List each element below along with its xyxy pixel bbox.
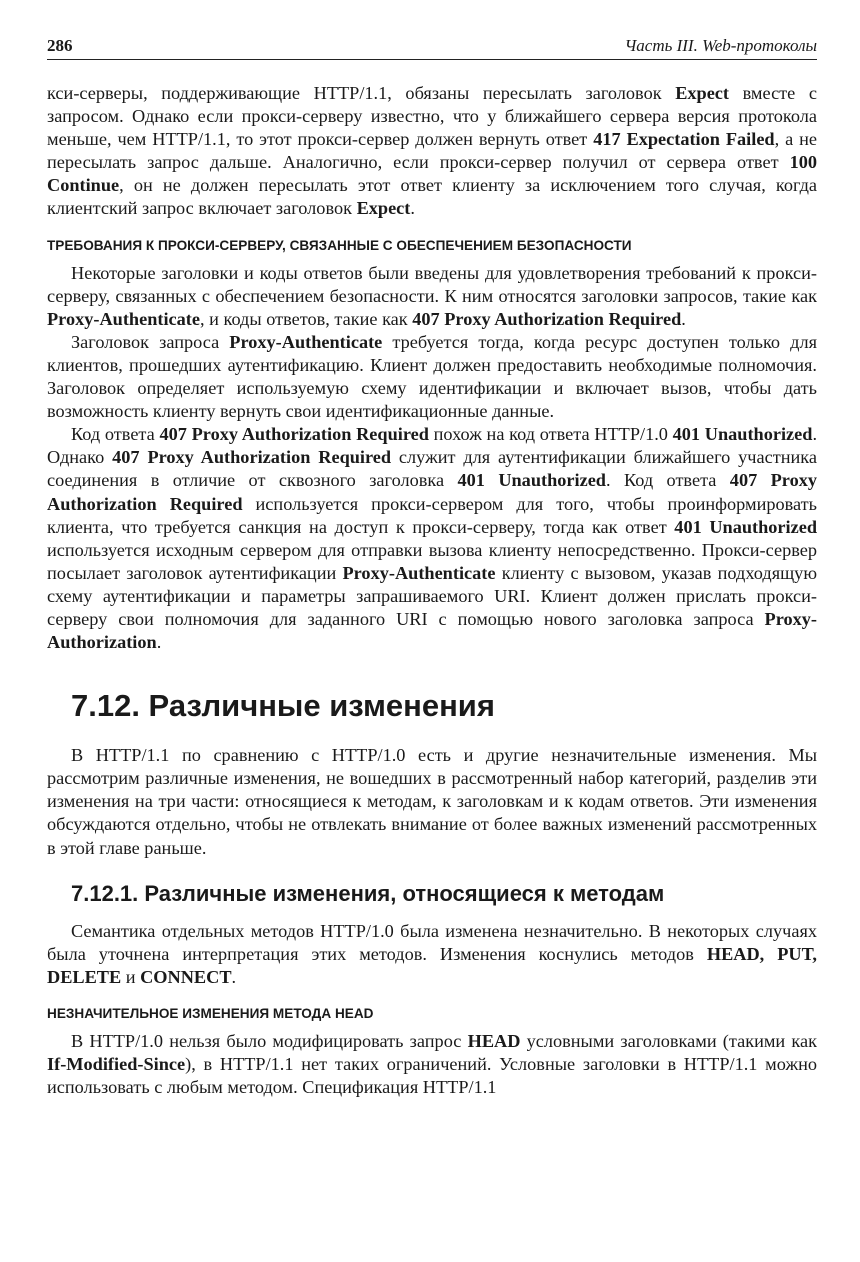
paragraph-expect: кси-серверы, поддерживающие HTTP/1.1, обязаны пересылать заголовок Expect вместе с запросом. Однако если прокси-серверу известно, что у ближайшего сервера версия протокола меньше, чем HTTP/1.1, то этот прокси-сервер должен вернуть ответ 417 Expectation Failed, а не пересылать запрос дальше. Аналогично, если прокси-сервер получил от сервера ответ 100 Continue, он не должен пересылать этот ответ клиенту за исключением того случая, когда клиентский запрос включает заголовок Expect. (47, 83, 818, 219)
paragraph-proxy-authenticate: Заголовок запроса Proxy-Authenticate требуется тогда, когда ресурс доступен только для клиентов, прошедших аутентификацию. Клиент должен предоставить необходимые полномочия. Заголовок определяет используемую схему идентификации и включает вызов, чтобы дать возможность клиенту вернуть свои идентификационные данные. (47, 331, 818, 422)
paragraph-methods: Семантика отдельных методов HTTP/1.0 была изменена незначительно. В некоторых случаях была уточнена интерпретация этих методов. Изменения коснулись методов HEAD, PUT, DELETE и CONNECT. (47, 920, 817, 987)
subheading-head-method: НЕЗНАЧИТЕЛЬНОЕ ИЗМЕНЕНИЯ МЕТОДА HEAD (47, 1005, 374, 1021)
subheading-security: ТРЕБОВАНИЯ К ПРОКСИ-СЕРВЕРУ, СВЯЗАННЫЕ С ОБЕСПЕЧЕНИЕМ БЕЗОПАСНОСТИ (47, 237, 632, 253)
running-header (47, 36, 817, 60)
paragraph-head-method: В HTTP/1.0 нельзя было модифицировать запрос HEAD условными заголовками (такими как If-Modified-Since), в HTTP/1.1 нет таких ограничений. Условные заголовки в HTTP/1.1 можно использовать с любым методом. Спецификация HTTP/1.1 (47, 1030, 817, 1098)
page-number: 286 (47, 36, 73, 55)
paragraph-407: Код ответа 407 Proxy Authorization Required похож на код ответа HTTP/1.0 401 Unauthorized. Однако 407 Proxy Authorization Required служит для аутентификации ближайшего участника соединения в отличие от сквозного заголовка 401 Unauthorized. Код ответа 407 Proxy Authorization Required используется прокси-сервером для того, чтобы проинформировать клиента, что требуется санкция на доступ к прокси-серверу, тогда как ответ 401 Unauthorized используется исходным сервером для отправки вызова клиенту непосредственно. Прокси-сервер посылает заголовок аутентификации Proxy-Authenticate клиенту с вызовом, указав подходящую схему аутентификации и параметры запрашиваемого URI. Клиент должен прислать прокси-серверу свои полномочия для заданного URI с помощью нового заголовка запроса Proxy-Authorization. (47, 424, 818, 653)
section-heading: 7.12. Различные изменения (71, 688, 495, 724)
paragraph-misc-changes: В HTTP/1.1 по сравнению с HTTP/1.0 есть и другие незначительные изменения. Мы рассмотрим различные изменения, не вошедших в рассмотренный набор категорий, разделив эти изменения на три части: относящиеся к методам, к заголовкам и к кодам ответов. Эти изменения обсуждаются отдельно, чтобы не отвлекать внимание от более важных изменений рассмотренных в этой главе раньше. (47, 745, 817, 858)
paragraph-security-intro: Некоторые заголовки и коды ответов были введены для удовлетворения требований к прокси-серверу, связанных с обеспечением безопасности. К ним относятся заголовки запросов, такие как Proxy-Authenticate, и коды ответов, такие как 407 Proxy Authorization Required. (47, 262, 817, 329)
subsection-heading: 7.12.1. Различные изменения, относящиеся к методам (71, 880, 665, 906)
book-page (47, 36, 817, 1099)
part-title: Часть III. Web-протоколы (624, 36, 817, 55)
